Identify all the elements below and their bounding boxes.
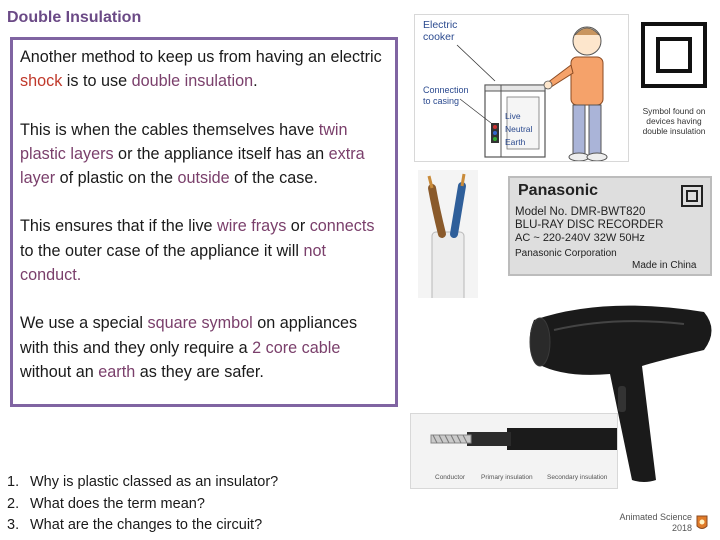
corporation-name: Panasonic Corporation (515, 248, 617, 259)
keyword-wire-frays: wire frays (217, 217, 287, 236)
keyword-outside: outside (177, 169, 230, 188)
cooker-title-1: Electric (423, 19, 458, 31)
cooker-title-2: cooker (423, 31, 455, 43)
question-item: 3. What are the changes to the circuit? (7, 517, 263, 533)
question-item: 1. Why is plastic classed as an insulator? (7, 474, 279, 490)
connection-label-2: to casing (423, 96, 460, 106)
connection-label-1: Connection (423, 85, 469, 95)
secondary-insulation-label: Secondary insulation (547, 474, 608, 481)
slide-title: Double Insulation (7, 9, 142, 26)
conductor-label: Conductor (435, 474, 465, 481)
paragraph-1: Another method to keep us from having an electric shock is to use double insulation. (20, 48, 382, 91)
brand-text: Panasonic (518, 182, 599, 199)
credit-line-1: Animated Science (619, 512, 692, 522)
label-double-square-icon (680, 184, 704, 208)
paragraph-3: This ensures that if the live wire frays or connects to the outer case of the appliance it will not conduct. (20, 217, 375, 285)
origin-text: Made in China (632, 260, 697, 271)
symbol-caption-1: Symbol found on (642, 106, 706, 116)
keyword-twin-plastic-layers: twin plastic layers (20, 120, 348, 163)
symbol-caption-2: devices having (646, 116, 702, 126)
cooker-illustration (415, 15, 629, 162)
credit-line-2: 2018 (671, 523, 692, 533)
animated-science-logo-icon (694, 514, 710, 532)
earth-label: Earth (505, 137, 526, 147)
cable-layers-illustration (411, 414, 618, 468)
keyword-connects: connects (309, 217, 375, 236)
product-name: BLU-RAY DISC RECORDER (515, 219, 664, 231)
keyword-earth: earth (98, 362, 136, 381)
credit (614, 512, 710, 538)
keyword-double-insulation: double insulation (131, 72, 254, 91)
cable-illustration (418, 170, 478, 298)
main-text-box (10, 37, 398, 407)
double-insulation-symbol-panel (636, 18, 714, 150)
neutral-label: Neutral (505, 124, 533, 134)
keyword-shock: shock (20, 72, 63, 91)
paragraph-2: This is when the cables themselves have twin plastic layers or the appliance itself has an extra layer of plastic on the outside of the case. (20, 120, 365, 188)
keyword-extra-layer: extra layer (20, 144, 365, 188)
keyword-square-symbol: square symbol (147, 314, 253, 333)
primary-insulation-label: Primary insulation (481, 474, 533, 481)
question-item: 2. What does the term mean? (7, 495, 205, 512)
power-rating: AC ~ 220-240V 32W 50Hz (515, 232, 645, 244)
model-number: Model No. DMR-BWT820 (515, 206, 646, 218)
keyword-not-conduct: not conduct. (20, 241, 326, 285)
symbol-caption-3: double insulation (642, 126, 706, 136)
keyword-2-core-cable: 2 core cable (252, 338, 341, 357)
cable-layers-photo (410, 413, 618, 489)
paragraph-4: We use a special square symbol on appliances with this and they only require a 2 core cable without an earth as they are safer. (20, 314, 358, 381)
twin-core-cable-photo (418, 170, 478, 298)
live-label: Live (505, 111, 521, 121)
question-list (7, 472, 278, 537)
product-rating-label (508, 176, 712, 276)
electric-cooker-diagram (414, 14, 629, 162)
